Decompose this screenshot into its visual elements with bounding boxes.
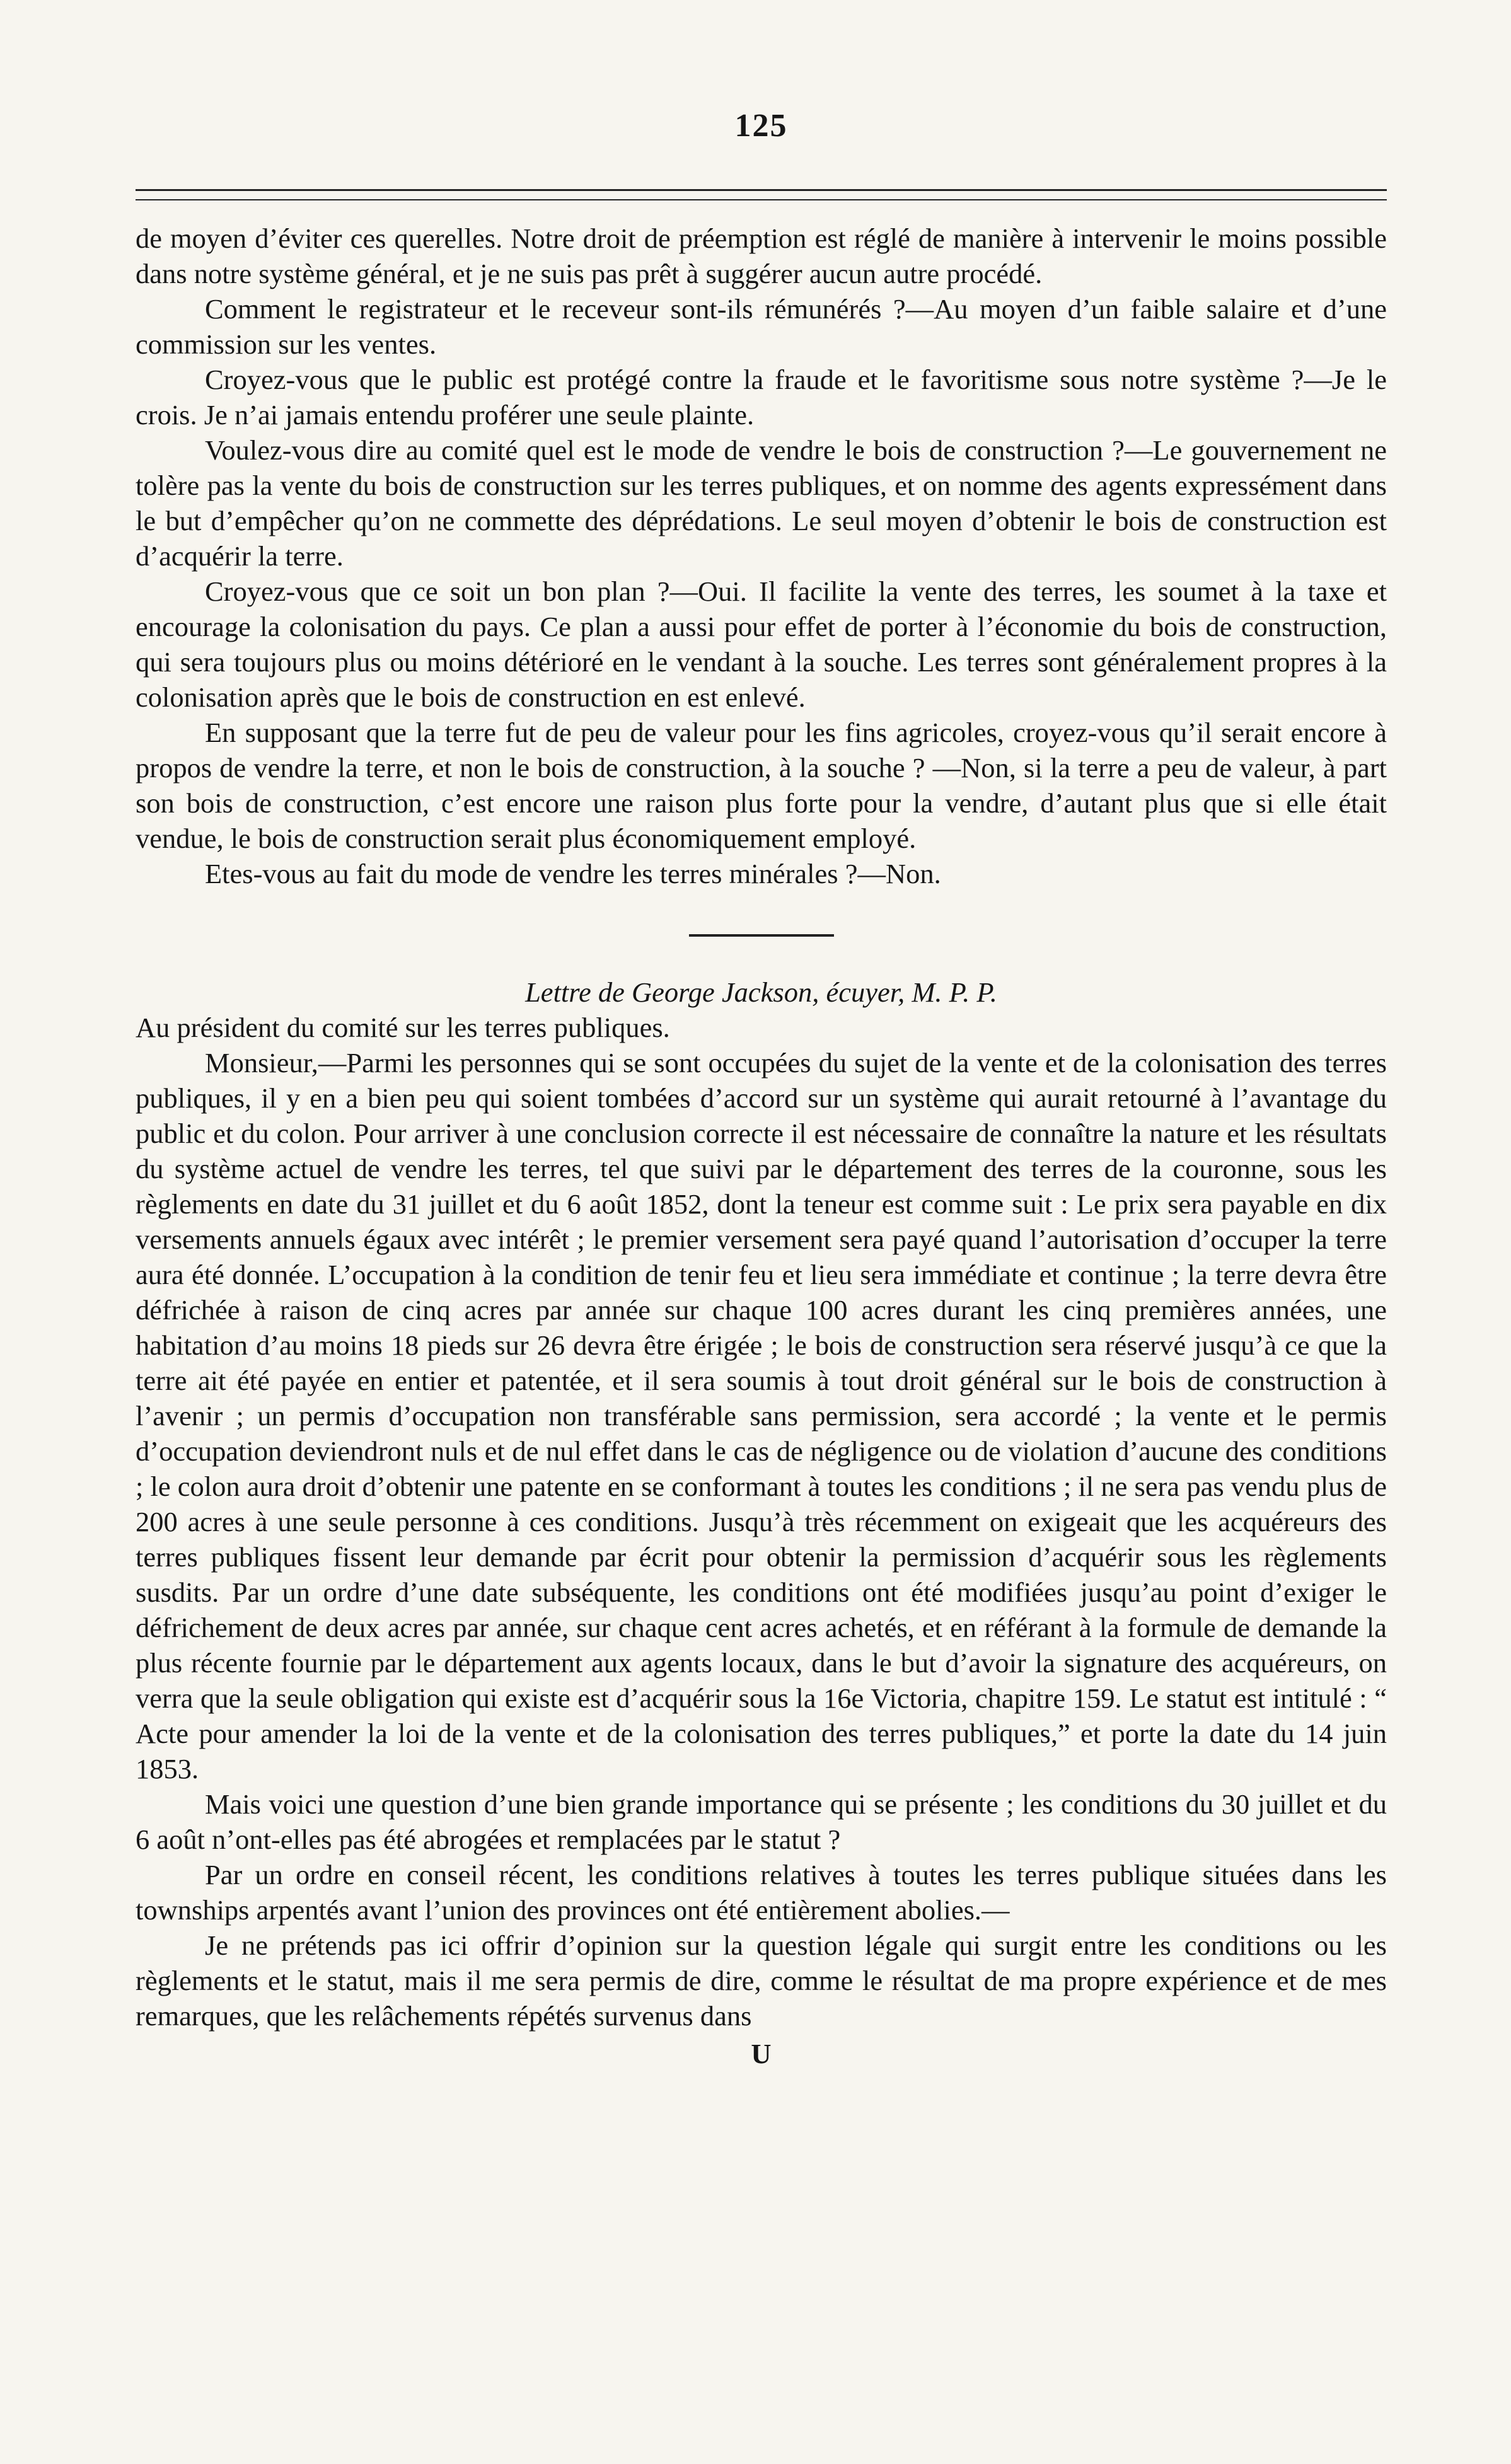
paragraph: Croyez-vous que ce soit un bon plan ?—Oui. Il facilite la vente des terres, les soumet à la taxe et encourage la colonisation du pays. Ce plan a aussi pour effet de porter à l’économie du bois de construction, qui sera toujours plus ou moins détérioré en le vendant à la souche. Les terres sont généralement propres à la colonisation après que le bois de construction en est enlevé. bbox=[136, 576, 1387, 713]
paragraph: En supposant que la terre fut de peu de valeur pour les fins agricoles, croyez-vous qu’il serait encore à propos de vendre la terre, et non le bois de construction, à la souche ? —Non, si la terre a peu de valeur, à part son bois de construction, c’est encore une raison plus forte pour la vendre, d’autant plus que si elle était vendue, le bois de construction serait plus économiquement employé. bbox=[136, 717, 1387, 854]
paragraph: Voulez-vous dire au comité quel est le mode de vendre le bois de construction ?—Le gouvernement ne tolère pas la vente du bois de construction sur les terres publiques, et on nomme des agents expressément dans le but d’empêcher qu’on ne commette des déprédations. Le seul moyen d’obtenir le bois de construction est d’acquérir la terre. bbox=[136, 434, 1387, 572]
paragraph: Croyez-vous que le public est protégé contre la fraude et le favoritisme sous notre système ?—Je le crois. Je n’ai jamais entendu proférer une seule plainte. bbox=[136, 364, 1387, 431]
letter-paragraph: Je ne prétends pas ici offrir d’opinion sur la question légale qui surgit entre les conditions ou les règlements et le statut, mais il me sera permis de dire, comme le résultat de ma propre expérience et de mes remarques, que les relâchements répétés survenus dans bbox=[136, 1929, 1387, 2032]
printer-signature-mark: U bbox=[751, 2038, 772, 2069]
letter-paragraph: Par un ordre en conseil récent, les conditions relatives à toutes les terres publique situées dans les townships arpentés avant l’union des provinces ont été entièrement abolies.— bbox=[136, 1859, 1387, 1926]
letter-title: Lettre de George Jackson, écuyer, M. P. P. bbox=[525, 976, 997, 1008]
paragraph: Etes-vous au fait du mode de vendre les terres minérales ?—Non. bbox=[205, 858, 941, 889]
page-body bbox=[136, 221, 1387, 2071]
paragraph: de moyen d’éviter ces querelles. Notre droit de préemption est réglé de manière à intervenir le moins possible dans notre système général, et je ne suis pas prêt à suggérer aucun autre procédé. bbox=[136, 223, 1387, 289]
paragraph: Comment le registrateur et le receveur sont-ils rémunérés ?—Au moyen d’un faible salaire et d’une commission sur les ventes. bbox=[136, 293, 1387, 360]
header-rule bbox=[136, 189, 1387, 191]
letter-paragraph: Monsieur,—Parmi les personnes qui se sont occupées du sujet de la vente et de la colonisation des terres publiques, il y en a bien peu qui soient tombées d’accord sur un système qui aurait retourné à l’avantage du public et du colon. Pour arriver à une conclusion correcte il est nécessaire de connaître la nature et les résultats du système actuel de vendre les terres, tel que suivi par le département des terres de la couronne, sous les règlements en date du 31 juillet et du 6 août 1852, dont la teneur est comme suit : Le prix sera payable en dix versements annuels égaux avec intérêt ; le premier versement sera payé quand l’autorisation d’occuper la terre aura été donnée. L’occupation à la condition de tenir feu et lieu sera immédiate et continue ; la terre devra être défrichée à raison de cinq acres par année sur chaque 100 acres durant les cinq premières années, une habitation d’au moins 18 pieds sur 26 devra être érigée ; le bois de construction sera réservé jusqu’à ce que la terre ait été payée en entier et patentée, et il sera soumis à tout droit général sur le bois de construction à l’avenir ; un permis d’occupation non transférable sans permission, sera accordé ; la vente et le permis d’occupation deviendront nuls et de nul effet dans le cas de négligence ou de violation d’aucune des conditions ; le colon aura droit d’obtenir une patente en se conformant à toutes les conditions ; il ne sera pas vendu plus de 200 acres à une seule personne à ces conditions. Jusqu’à très récemment on exigeait que les acquéreurs des terres publiques fissent leur demande par écrit pour obtenir la permission d’acquérir sous les règlements susdits. Par un ordre d’une date subséquente, les conditions ont été modifiées jusqu’au point d’exiger le défrichement de deux acres par année, sur chaque cent acres achetés, et en référant à la formule de demande la plus récente fournie par le département aux agents locaux, dans le but d’avoir la signature des acquéreurs, on verra que la seule obligation qui existe est d’acquérir sous la 16e Victoria, chapitre 159. Le statut est intitulé : “ Acte pour amender la loi de la vente et de la colonisation des terres publiques,” et porte la date du 14 juin 1853. bbox=[136, 1047, 1387, 1784]
header-rule-thin bbox=[136, 199, 1387, 200]
section-divider bbox=[689, 934, 834, 937]
page-number: 125 bbox=[734, 108, 788, 144]
letter-address: Au président du comité sur les terres publiques. bbox=[136, 1012, 670, 1043]
letter-paragraph: Mais voici une question d’une bien grande importance qui se présente ; les conditions du 30 juillet et du 6 août n’ont-elles pas été abrogées et remplacées par le statut ? bbox=[136, 1788, 1387, 1855]
